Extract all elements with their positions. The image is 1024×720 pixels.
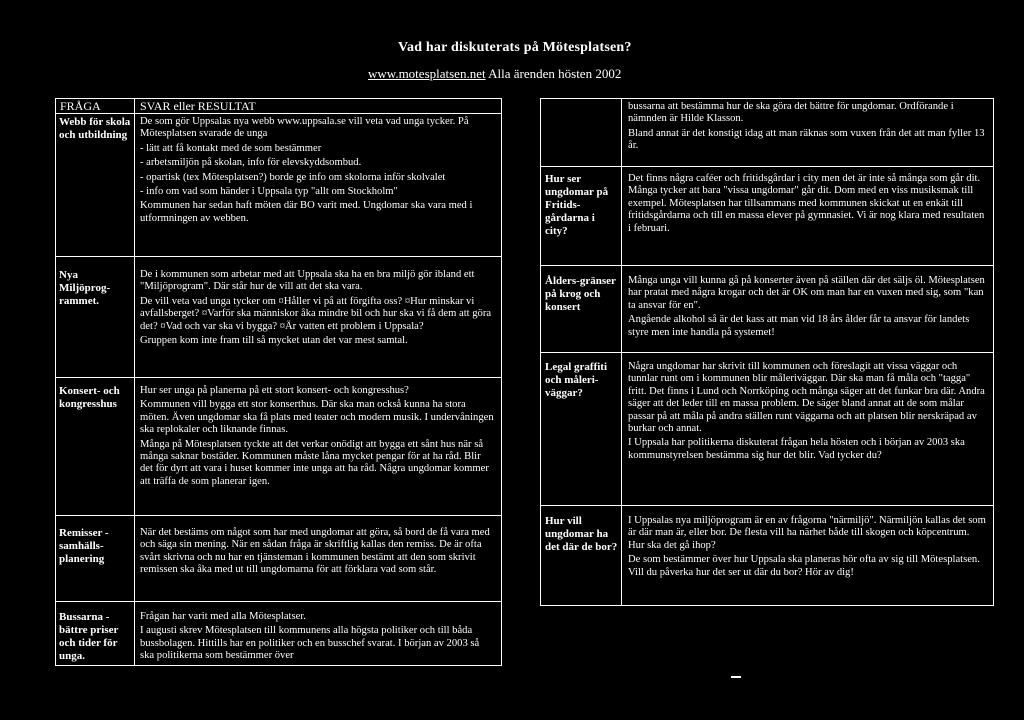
row-label-bussarna: Bussarna - bättre priser och tider för unga. — [59, 611, 119, 662]
answer-line: De vill veta vad unga tycker om ¤Håller vi på att förgifta oss? ¤Hur minskar vi avfallsberget? ¤Varför ska människor åka mindre bil och hur ska vi få dem att göra det? ¤Vad och var ska vi bygga? ¤Är vatten ett problem i Uppsala? — [140, 295, 492, 332]
row-label-konsert: Konsert- och kongresshus — [59, 385, 120, 410]
answer-line: I Uppsalas nya miljöprogram är en av frågorna "närmiljö". Närmiljön kallas det som är där man är, eller bor. De flesta vill ha närhet både till skogen och köpcentrum. Hur ska det gå ihop? — [628, 515, 986, 551]
row-answer-graffiti — [628, 361, 988, 464]
answer-line: - info om vad som händer i Uppsala typ "allt om Stockholm" — [140, 186, 398, 198]
answer-line: Det finns några caféer och fritidsgårdar i city men det är inte så många som går dit. Många tycker att bara "vissa ungdomar" går dit. Dom med en viss musiksmak till exempel. Mötesplatsen har tillsammans med kommunen skickat ut en enkät till fritidsgårdarna och till en massa elever på gymnasiet. Vi är nog klara med resultaten i februari. — [628, 173, 985, 234]
answer-line: Kommunen har sedan haft möten där BO varit med. Ungdomar ska vara med i utformningen av webben. — [140, 200, 473, 224]
answer-line: Bland annat är det konstigt idag att man räknas som vuxen från det att man fyller 13 år. — [628, 127, 985, 152]
row-answer-konsert — [140, 385, 495, 490]
answer-line: Angående alkohol så är det kass att man vid 18 års ålder får ta ansvar för landets styre men inte handla på systemet! — [628, 314, 970, 338]
row-answer-bussarna — [140, 611, 495, 665]
stray-mark — [731, 676, 741, 678]
answer-line: Några ungdomar har skrivit till kommunen och föreslagit att vissa väggar och tunnlar runt om i kommunen blir måleriväggar. Där ska man få måla och "tagga" fritt. Det finns i Lund och Norrköping och många säger att det funkar bra där. Andra säger att det leder till en massa problem. De säger bland annat att de som målar passar på att måla på andra ställen runt väggarna och att platsen blir nerskräpad av burkar och annat. — [628, 361, 985, 435]
page-title: Vad har diskuterats på Mötesplatsen? — [398, 40, 632, 55]
row-answer-webb — [140, 116, 495, 227]
answer-line: - opartisk (tex Mötesplatsen?) borde ge info om skolorna inför skolvalet — [140, 171, 446, 183]
subtitle-text: Alla ärenden hösten 2002 — [485, 66, 622, 81]
row-answer-fritidsgardar — [628, 173, 988, 237]
row-answer-narmiljo — [628, 515, 988, 581]
column-header-answer: SVAR eller RESULTAT — [140, 99, 256, 113]
row-answer-aldersgranser — [628, 275, 988, 341]
answer-line: - arbetsmiljön på skolan, info för elevskyddsombud. — [140, 157, 362, 169]
right-table — [540, 98, 994, 606]
row-label-graffiti: Legal graffiti och måleri-väggar? — [545, 361, 608, 399]
row-answer-miljo — [140, 269, 495, 349]
answer-line: I augusti skrev Mötesplatsen till kommunens alla högsta politiker och till båda bussbolagen. Hittills har en politiker och en busschef svarat. I början av 2003 så ska politikerna som bestämmer över — [140, 625, 480, 662]
row-label-narmiljo: Hur vill ungdomar ha det där de bor? — [545, 515, 618, 553]
answer-line: Många på Mötesplatsen tyckte att det verkar onödigt att bygga ett sånt hus när så många saknar bostäder. Kommunen måste låna mycket pengar för at ha råd. Blir det för dyrt att vara i huset kommer inte unga att ha råd. Några ungdomar kommer att träffa de som planerar igen. — [140, 438, 489, 487]
answer-line: De som bestämmer över hur Uppsala ska planeras hör ofta av sig till Mötesplatsen. Vill du påverka hur det ser ut där du bor? Hör av dig! — [628, 554, 980, 578]
answer-line: Hur ser unga på planerna på ett stort konsert- och kongresshus? — [140, 385, 409, 396]
column-header-question: FRÅGA — [60, 99, 101, 113]
website-link[interactable]: www.motesplatsen.net — [368, 66, 486, 81]
row-label-aldersgranser: Ålders-gränser på krog och konsert — [545, 275, 616, 313]
left-table — [55, 98, 502, 666]
answer-line: Gruppen kom inte fram till så mycket utan det var mest samtal. — [140, 335, 408, 347]
answer-line: Frågan har varit med alla Mötesplatser. — [140, 611, 306, 622]
row-answer-remisser — [140, 527, 495, 579]
answer-line: I Uppsala har politikerna diskuterat frågan hela hösten och i början av 2003 ska kommunstyrelsen bestämma sig hur det blir. Vad tycker du? — [628, 437, 965, 461]
answer-line: Kommunen vill bygga ett stor konserthus. Där ska man också kunna ha stora möten. Även ungdomar ska få plats med teater och modern musik. I undervåningen ska replokaler och liknande finnas. — [140, 399, 494, 436]
answer-line: bussarna att bestämma hur de ska göra det bättre för ungdomar. Ordförande i nämnden är Hilde Klasson. — [628, 101, 954, 125]
answer-line: De som gör Uppsalas nya webb www.uppsala.se vill veta vad unga tycker. På Mötesplatsen svarade de unga — [140, 116, 469, 140]
answer-line: Många unga vill kunna gå på konserter även på ställen där det säljs öl. Mötesplatsen har pratat med några krogar och det är OK om man har en vuxen med sig, som "kan ta ansvar för en". — [628, 275, 985, 311]
row-label-fritidsgardar: Hur ser ungdomar på Fritids-gårdarna i city? — [545, 173, 609, 237]
row-label-remisser: Remisser - samhälls-planering — [59, 527, 109, 565]
row-label-miljo: Nya Miljöprog-rammet. — [59, 269, 111, 307]
page-subtitle — [368, 66, 621, 82]
row-answer-bussarna-cont — [628, 101, 988, 155]
answer-line: När det bestäms om något som har med ungdomar att göra, så bord de få vara med och säga sin mening. När en sådan fråga är skriftlig kallas den remiss. De är ofta svårt skrivna och nu har en tjänsteman i kommunen bestämt att den som skrivit remissen ska åka med ut till ungdomarna för att förklara vad som står. — [140, 527, 490, 576]
answer-line: De i kommunen som arbetar med att Uppsala ska ha en bra miljö gör ibland ett "Miljöprogram". Där står hur de vill att det ska vara. — [140, 269, 475, 293]
answer-line: - lätt att få kontakt med de som bestämmer — [140, 142, 322, 154]
row-label-webb: Webb för skola och utbildning — [59, 116, 131, 141]
